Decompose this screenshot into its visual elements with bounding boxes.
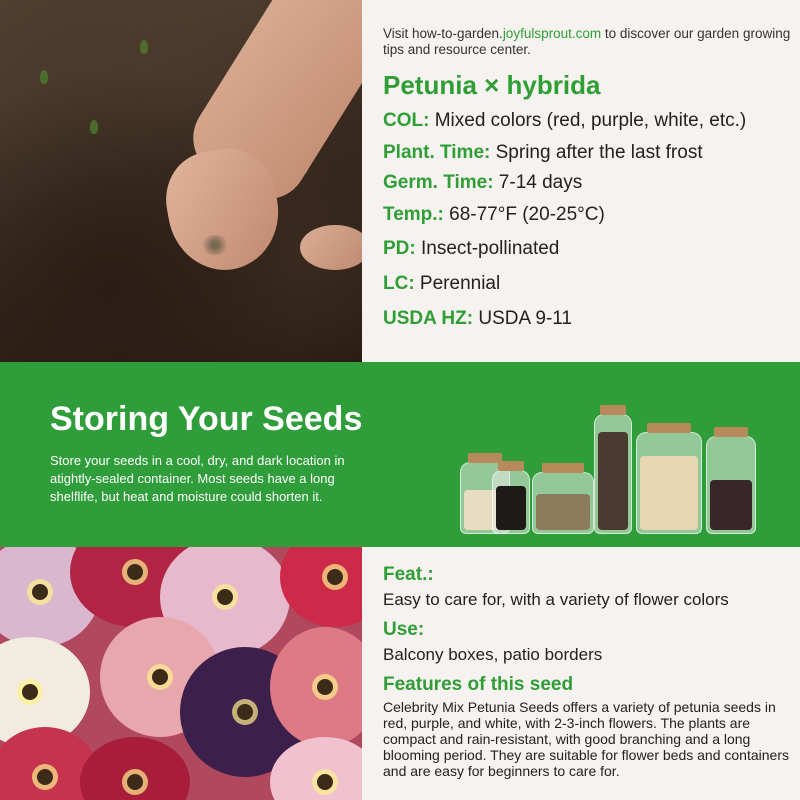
flower-center bbox=[22, 684, 38, 700]
seed-fill bbox=[598, 432, 628, 530]
feat-label: Feat.: bbox=[383, 564, 434, 585]
soil-sowing-photo bbox=[0, 0, 362, 362]
features-panel bbox=[383, 563, 793, 779]
use-text: Balcony boxes, patio borders bbox=[383, 645, 603, 664]
spec-list bbox=[383, 102, 793, 332]
visit-suffix: to discover our garden growing tips and resource center. bbox=[383, 26, 791, 57]
seed-fill bbox=[640, 456, 698, 530]
features-section bbox=[0, 547, 800, 800]
jar-shape bbox=[636, 432, 702, 534]
flower-center bbox=[327, 569, 343, 585]
flower-center bbox=[127, 774, 143, 790]
sprout-shape bbox=[90, 120, 98, 134]
cork-shape bbox=[714, 427, 748, 437]
flower-center bbox=[152, 669, 168, 685]
spec-value: Mixed colors (red, purple, white, etc.) bbox=[429, 110, 747, 131]
spec-value: Insect-pollinated bbox=[415, 238, 560, 259]
seed-fill bbox=[496, 486, 526, 530]
seed-fill bbox=[710, 480, 752, 530]
flower-center bbox=[317, 774, 333, 790]
spec-label: Temp.: bbox=[383, 204, 444, 225]
plant-name: Petunia × hybrida bbox=[383, 70, 601, 100]
features-description: Celebrity Mix Petunia Seeds offers a variety of petunia seeds in red, purple, and white, with 2-3-inch flowers. The plants are compact and rain-resistant, with good branching and a long blooming period. They are suitable for flower beds and containers and are easy for beginners to care for. bbox=[383, 699, 789, 779]
flower-center bbox=[32, 584, 48, 600]
storing-seeds-banner bbox=[0, 362, 800, 547]
spec-value: 7-14 days bbox=[493, 172, 583, 193]
spec-germ-time bbox=[383, 172, 582, 194]
cork-shape bbox=[542, 463, 584, 473]
visit-note bbox=[383, 26, 793, 58]
plant-info-panel bbox=[383, 26, 793, 332]
seed-jars-image bbox=[452, 384, 762, 534]
cork-shape bbox=[498, 461, 523, 471]
flower-shape bbox=[280, 547, 362, 627]
jar-shape bbox=[532, 472, 594, 534]
spec-pollination bbox=[383, 238, 559, 260]
flower-center bbox=[217, 589, 233, 605]
jar-shape bbox=[492, 470, 530, 534]
petunia-flowers-photo bbox=[0, 547, 362, 800]
feat-text: Easy to care for, with a variety of flower colors bbox=[383, 590, 729, 609]
flower-shape bbox=[80, 737, 190, 800]
spec-label: COL: bbox=[383, 110, 430, 131]
spec-label: Plant. Time: bbox=[383, 142, 491, 163]
spec-usda-zone bbox=[383, 308, 572, 330]
falling-seeds-shape bbox=[200, 235, 230, 255]
spec-life-cycle bbox=[383, 273, 500, 295]
sprout-shape bbox=[140, 40, 148, 54]
sprout-shape bbox=[40, 70, 48, 84]
spec-label: PD: bbox=[383, 238, 416, 259]
banner-title: Storing Your Seeds bbox=[50, 400, 363, 438]
spec-temperature bbox=[383, 204, 605, 226]
jar-shape bbox=[706, 436, 756, 534]
cork-shape bbox=[600, 405, 625, 415]
website-link[interactable]: joyfulsprout.com bbox=[502, 26, 602, 41]
spec-label: USDA HZ: bbox=[383, 308, 474, 329]
hand-shape bbox=[300, 225, 362, 270]
banner-text: Store your seeds in a cool, dry, and dark location in atightly-sealed container. Most seeds have a long shelflife, but heat and moisture could shorten it. bbox=[50, 453, 345, 504]
flower-center bbox=[127, 564, 143, 580]
visit-prefix: Visit how-to-garden. bbox=[383, 26, 503, 41]
spec-value: USDA 9-11 bbox=[473, 308, 572, 329]
flower-center bbox=[237, 704, 253, 720]
jar-shape bbox=[594, 414, 632, 534]
spec-label: Germ. Time: bbox=[383, 172, 494, 193]
features-heading: Features of this seed bbox=[383, 674, 574, 695]
spec-value: Perennial bbox=[414, 273, 501, 294]
flower-center bbox=[37, 769, 53, 785]
use-label: Use: bbox=[383, 619, 425, 640]
spec-color bbox=[383, 110, 746, 132]
seed-fill bbox=[536, 494, 590, 530]
plant-info-section bbox=[0, 0, 800, 362]
cork-shape bbox=[647, 423, 692, 433]
spec-value: 68-77°F (20-25°C) bbox=[443, 204, 605, 225]
spec-label: LC: bbox=[383, 273, 415, 294]
spec-plant-time bbox=[383, 142, 703, 164]
cork-shape bbox=[468, 453, 502, 463]
spec-value: Spring after the last frost bbox=[490, 142, 703, 163]
flower-center bbox=[317, 679, 333, 695]
